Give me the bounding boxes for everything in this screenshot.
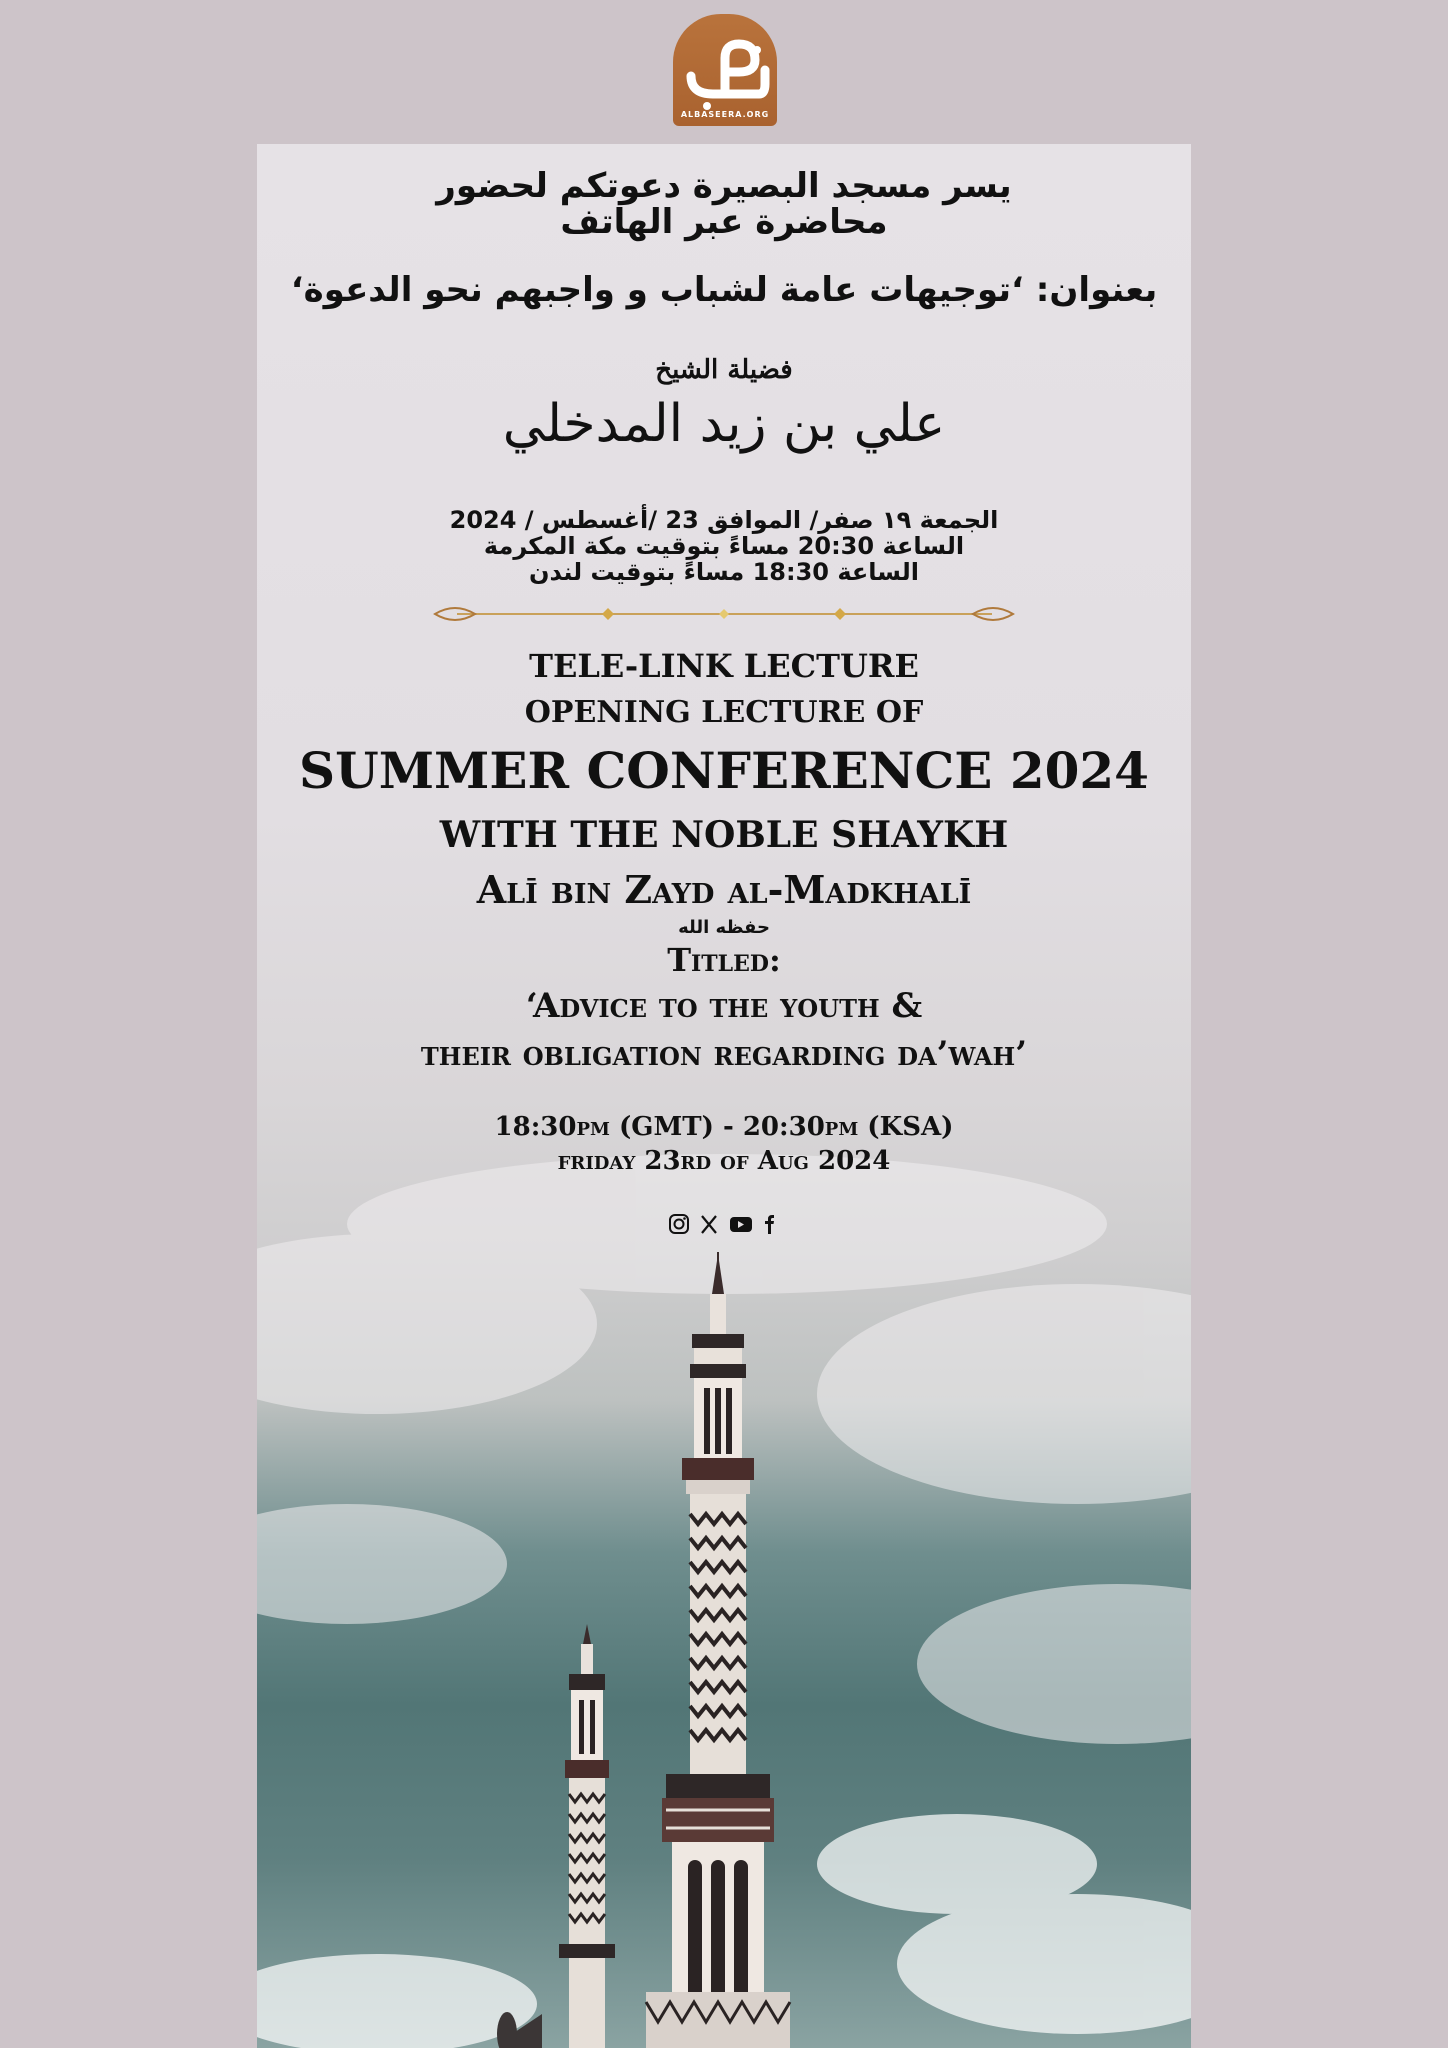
shaykh-calligraphy-name: علي بن زيد المدخلي <box>502 394 946 454</box>
albaseera-logo[interactable] <box>673 14 777 126</box>
shaykh-english-name: Alī bin Zayd al-Madkhalī <box>476 867 972 912</box>
arabic-lecture-title: بعنوان: ‘توجيهات عامة لشباب و واجبهم نحو الدعوة‘ <box>290 270 1158 310</box>
tele-link-heading: TELE-LINK LECTURE <box>529 647 919 685</box>
gold-divider <box>435 608 1013 620</box>
youtube-icon[interactable] <box>730 1217 752 1232</box>
opening-lecture-heading: OPENING LECTURE OF <box>524 695 924 730</box>
lecture-time: 18:30pm (GMT) - 20:30pm (KSA) <box>494 1112 954 1142</box>
advice-title-line2: their obligation regarding da’wah’ <box>420 1034 1028 1074</box>
advice-title-line1: ‘Advice to the youth & <box>525 986 923 1026</box>
large-minaret <box>646 1252 790 2048</box>
shaykh-honorific: فضيلة الشيخ <box>655 355 793 385</box>
instagram-icon[interactable] <box>670 1215 688 1233</box>
facebook-icon[interactable] <box>765 1215 774 1234</box>
arabic-time-london: الساعة 18:30 مساءً بتوقيت لندن <box>529 558 919 586</box>
social-icons <box>669 1212 779 1238</box>
titled-label: Titled: <box>667 941 781 979</box>
conference-title: SUMMER CONFERENCE 2024 <box>299 741 1149 800</box>
small-minaret <box>559 1624 615 2048</box>
arabic-time-makkah: الساعة 20:30 مساءً بتوقيت مكة المكرمة <box>483 532 965 560</box>
x-icon[interactable] <box>702 1216 716 1233</box>
lecture-poster <box>257 144 1191 2048</box>
hafidhahullah-text: حفظه الله <box>678 917 770 938</box>
with-shaykh-line: WITH THE NOBLE SHAYKH <box>439 814 1009 856</box>
arabic-date: الجمعة ١٩ صفر/ الموافق 23 /أغسطس / 2024 <box>449 506 999 534</box>
arabic-invitation-line: يسر مسجد البصيرة دعوتكم لحضور <box>436 166 1012 206</box>
arabic-invitation-subline: محاضرة عبر الهاتف <box>560 202 888 242</box>
logo-text: ALBASEERA.ORG <box>680 110 770 119</box>
lecture-date: friday 23rd of Aug 2024 <box>557 1146 891 1176</box>
